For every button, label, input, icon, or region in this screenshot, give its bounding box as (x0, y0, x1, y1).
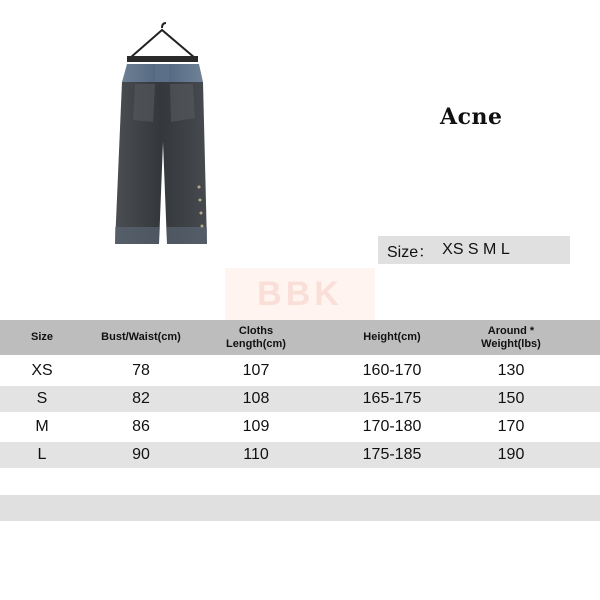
cell-bust-waist: 78 (132, 362, 150, 379)
cell-length: 107 (242, 362, 270, 379)
brand-name: Acne (440, 104, 503, 130)
table-row (0, 358, 600, 384)
cell-height: 170-180 (362, 418, 422, 435)
size-label: Size： (387, 243, 435, 261)
cell-weight: 190 (497, 446, 525, 463)
header-cloths-line1: Cloths (238, 324, 274, 337)
jeans-icon (115, 64, 207, 244)
header-weight (470, 320, 552, 355)
table-header-row (0, 320, 600, 355)
cell-size: XS (31, 362, 53, 379)
cell-size: M (35, 418, 49, 435)
table-row (0, 386, 600, 412)
cell-length: 110 (243, 446, 269, 463)
cell-bust-waist: 86 (132, 418, 150, 435)
cell-weight: 130 (497, 362, 525, 379)
cell-height: 160-170 (362, 362, 422, 379)
hanger-icon (127, 23, 198, 62)
cell-height: 165-175 (362, 390, 422, 407)
header-bust-waist: Bust/Waist(cm) (101, 331, 181, 343)
header-cloths-line2: Length(cm) (226, 337, 286, 350)
header-height: Height(cm) (363, 331, 421, 343)
table-row (0, 414, 600, 440)
header-weight-line1: Around * (487, 324, 535, 337)
cell-size: L (37, 446, 47, 463)
cell-weight: 150 (497, 390, 525, 407)
cell-length: 108 (242, 390, 270, 407)
cell-weight: 170 (497, 418, 525, 435)
product-jeans-image (95, 22, 230, 254)
size-options-strip (378, 236, 570, 264)
cell-size: S (36, 390, 48, 407)
header-size: Size (30, 331, 53, 343)
cell-bust-waist: 90 (132, 446, 150, 463)
table-row (0, 442, 600, 468)
header-weight-line2: Weight(lbs) (481, 337, 541, 350)
cell-length: 109 (242, 418, 270, 435)
cell-bust-waist: 82 (132, 390, 150, 407)
footer-strip (0, 495, 600, 521)
size-values: XS S M L (442, 241, 510, 258)
watermark: BBK (225, 268, 375, 320)
header-cloths-length (218, 320, 294, 355)
cell-height: 175-185 (362, 446, 422, 463)
